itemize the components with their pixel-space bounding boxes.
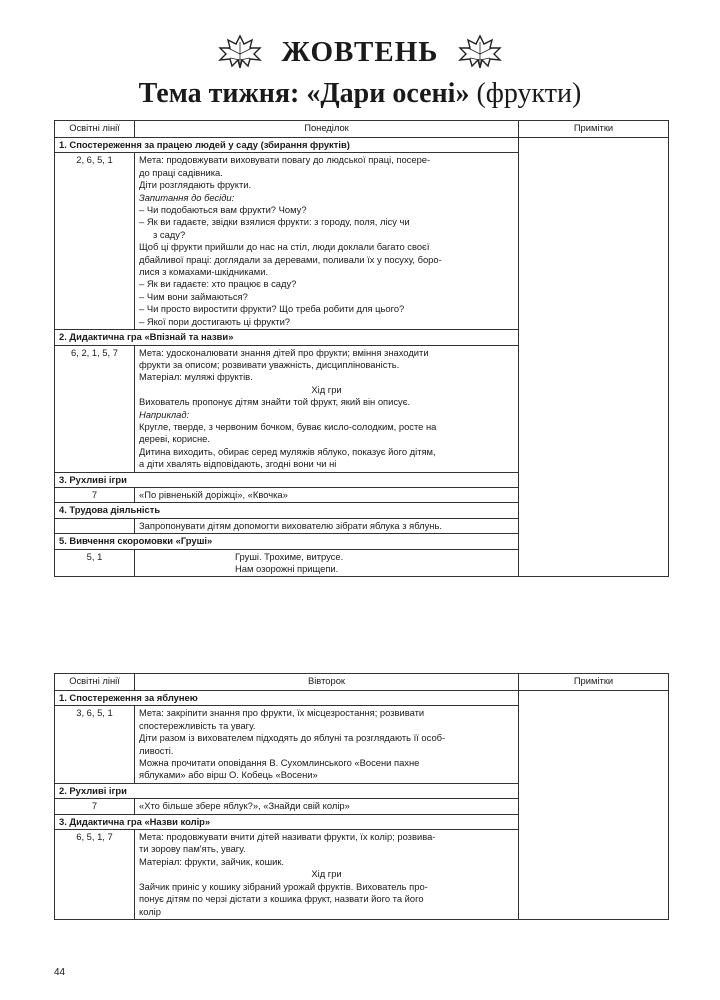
activity-content: [135, 487, 519, 502]
topic-label: Тема тижня:: [138, 78, 300, 109]
col-header-day: Понеділок: [135, 121, 519, 138]
content-line: Можна прочитати оповідання В. Сухомлинського «Восени пахне: [139, 757, 420, 769]
content-line: Запропонувати дітям допомогти вихователю зібрати яблука з яблунь.: [139, 519, 442, 531]
col-header-lines: Освітні лінії: [55, 121, 135, 138]
section-title: 2. Рухливі ігри: [55, 783, 519, 798]
content-line: «По рівненькій доріжці», «Квочка»: [139, 488, 288, 500]
content-line: з саду?: [153, 228, 186, 240]
month-title: ЖОВТЕНЬ: [281, 35, 439, 68]
col-header-lines: Освітні лінії: [55, 674, 135, 691]
education-lines-cell: [55, 518, 135, 533]
content-line: спостережливість та увагу.: [139, 719, 256, 731]
week-topic: [0, 78, 720, 110]
activity-content: [135, 799, 519, 814]
activity-content: [135, 830, 519, 920]
content-line: до праці садівника.: [139, 166, 223, 178]
education-lines-cell: 3, 6, 5, 1: [55, 706, 135, 783]
content-line: ти зорову пам'ять, увагу.: [139, 843, 246, 855]
col-header-notes: Примітки: [519, 674, 669, 691]
content-line: – Якої пори достигають ці фрукти?: [139, 315, 291, 327]
monday-plan-table: [54, 120, 669, 577]
notes-cell: [519, 138, 669, 577]
education-lines-cell: 5, 1: [55, 549, 135, 577]
content-line: Груші. Трохиме, витрусе.: [235, 550, 344, 562]
activity-content: [135, 549, 519, 577]
section-title: 4. Трудова діяльність: [55, 503, 519, 518]
content-line: фрукти за описом; розвивати уважність, дисциплінованість.: [139, 358, 400, 370]
content-line: Зайчик приніс у кошику зібраний урожай фруктів. Вихователь про-: [139, 880, 428, 892]
page-header: [0, 30, 720, 74]
activity-content: [135, 518, 519, 533]
education-lines-cell: 6, 5, 1, 7: [55, 830, 135, 920]
topic-note: (фрукти): [476, 78, 582, 109]
page-number: 44: [54, 967, 66, 978]
content-line: – Як ви гадаєте: хто працює в саду?: [139, 278, 297, 290]
activity-content: [135, 153, 519, 330]
notes-cell: [519, 691, 669, 920]
col-header-notes: Примітки: [519, 121, 669, 138]
content-line: Мета: продовжувати вчити дітей називати фрукти, їх колір; розвива-: [139, 831, 436, 843]
content-line: лися з комахами-шкідниками.: [139, 266, 269, 278]
content-line: Вихователь пропонує дітям знайти той фрукт, який він описує.: [139, 396, 411, 408]
content-line: Матеріал: муляжі фруктів.: [139, 371, 253, 383]
section-title: 2. Дидактична гра «Впізнай та назви»: [55, 330, 519, 345]
education-lines-cell: 2, 6, 5, 1: [55, 153, 135, 330]
content-line: яблуками» або вірш О. Кобець «Восени»: [139, 769, 318, 781]
content-line: – Чи подобаються вам фрукти? Чому?: [139, 204, 307, 216]
content-line: Діти разом із вихователем підходять до яблуні та розглядають її особ-: [139, 732, 446, 744]
content-line: Діти розглядають фрукти.: [139, 179, 252, 191]
tuesday-plan-table: [54, 673, 669, 920]
section-title: 1. Спостереження за яблунею: [55, 691, 519, 706]
content-line: Дитина виходить, обирає серед муляжів яблуко, показує його дітям,: [139, 445, 436, 457]
content-line: ливості.: [139, 744, 174, 756]
content-line: дбайливої праці: доглядали за деревами, поливали їх у посуху, боро-: [139, 253, 442, 265]
section-title: 3. Дидактична гра «Назви колір»: [55, 814, 519, 829]
content-line: Нам озорожні прищепи.: [235, 563, 339, 574]
education-lines-cell: 6, 2, 1, 5, 7: [55, 345, 135, 472]
content-line: – Чи просто виростити фрукти? Що треба робити для цього?: [139, 303, 405, 315]
content-line: Хід гри: [311, 383, 342, 395]
section-title: 3. Рухливі ігри: [55, 472, 519, 487]
content-line: Мета: удосконалювати знання дітей про фрукти; вміння знаходити: [139, 346, 429, 358]
section-title: 1. Спостереження за працею людей у саду (збирання фруктів): [55, 138, 519, 153]
activity-content: [135, 706, 519, 783]
content-line: Мета: закріпити знання про фрукти, їх місцезростання; розвивати: [139, 707, 425, 719]
content-line: Наприклад:: [139, 408, 190, 420]
activity-content: [135, 345, 519, 472]
maple-leaf-icon: [456, 34, 504, 70]
content-line: дереві, корисне.: [139, 433, 210, 445]
content-line: Щоб ці фрукти прийшли до нас на стіл, люди доклали багато своєї: [139, 241, 430, 253]
content-line: а діти хвалять відповідають, згодні вони чи ні: [139, 458, 337, 470]
content-line: Мета: продовжувати виховувати повагу до людської праці, посере-: [139, 154, 431, 166]
topic-name: «Дари осені»: [306, 78, 470, 109]
col-header-day: Вівторок: [135, 674, 519, 691]
content-line: – Чим вони займаються?: [139, 290, 248, 302]
content-line: Хід гри: [311, 868, 342, 880]
content-line: колір: [139, 905, 161, 917]
content-line: Запитання до бесіди:: [139, 191, 235, 203]
content-line: понує дітям по черзі дістати з кошика фрукт, назвати його та його: [139, 893, 424, 905]
education-lines-cell: 7: [55, 487, 135, 502]
content-line: Кругле, тверде, з червоним бочком, буває кисло-солодким, росте на: [139, 420, 437, 432]
maple-leaf-icon: [216, 34, 264, 70]
content-line: «Хто більше збере яблук?», «Знайди свій колір»: [139, 800, 350, 812]
content-line: Матеріал: фрукти, зайчик, кошик.: [139, 855, 285, 867]
content-line: – Як ви гадаєте, звідки взялися фрукти: з городу, поля, лісу чи: [139, 216, 410, 228]
education-lines-cell: 7: [55, 799, 135, 814]
section-title: 5. Вивчення скоромовки «Груші»: [55, 534, 519, 549]
